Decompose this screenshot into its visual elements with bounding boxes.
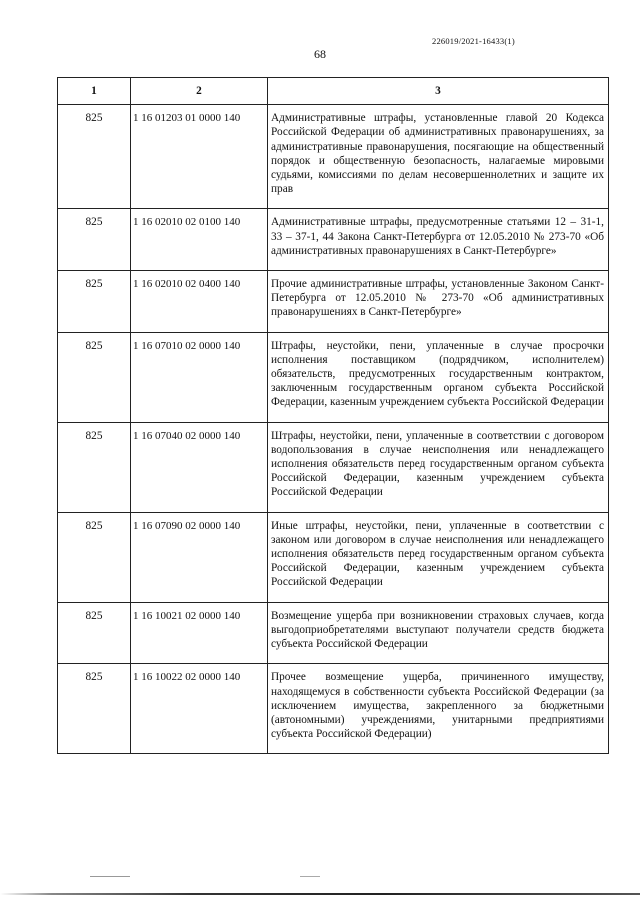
header-col-1: 1 bbox=[58, 78, 131, 105]
table-row bbox=[58, 105, 609, 209]
admin-code-cell: 825 bbox=[58, 422, 131, 512]
description-cell: Штрафы, неустойки, пени, уплаченные в соответствии с договором водопользования в случае неисполнения или ненадлежащего исполнения обязательств перед государственным органом субъекта Российской Федерации, казенным учреждением субъекта Российской Федерации bbox=[268, 422, 609, 512]
admin-code-cell: 825 bbox=[58, 209, 131, 271]
table-row bbox=[58, 602, 609, 664]
revenue-code-cell: 1 16 07090 02 0000 140 bbox=[131, 512, 268, 602]
description-cell: Возмещение ущерба при возникновении страховых случаев, когда выгодоприобретателями выступают получатели средств бюджета субъекта Российской Федерации bbox=[268, 602, 609, 664]
scan-edge-line bbox=[0, 893, 640, 895]
description-cell: Прочее возмещение ущерба, причиненного имуществу, находящемуся в собственности субъекта Российской Федерации (за исключением имущества, закрепленного за бюджетными (автономными) учреждениями, унитарными предприятиями субъекта Российской Федерации) bbox=[268, 664, 609, 754]
table-row bbox=[58, 664, 609, 754]
description-cell: Административные штрафы, предусмотренные статьями 12 – 31-1, 33 – 37-1, 44 Закона Санкт-Петербурга от 12.05.2010 № 273-70 «Об административных правонарушениях в Санкт-Петербурге» bbox=[268, 209, 609, 271]
admin-code-cell: 825 bbox=[58, 602, 131, 664]
header-col-3: 3 bbox=[268, 78, 609, 105]
admin-code-cell: 825 bbox=[58, 105, 131, 209]
admin-code-cell: 825 bbox=[58, 332, 131, 422]
table-header-row bbox=[58, 78, 609, 105]
header-col-2: 2 bbox=[131, 78, 268, 105]
revenue-code-cell: 1 16 01203 01 0000 140 bbox=[131, 105, 268, 209]
revenue-code-cell: 1 16 07010 02 0000 140 bbox=[131, 332, 268, 422]
document-id: 226019/2021-16433(1) bbox=[432, 36, 515, 46]
scan-artifact bbox=[90, 876, 130, 877]
revenue-code-cell: 1 16 02010 02 0400 140 bbox=[131, 271, 268, 333]
revenue-code-cell: 1 16 10022 02 0000 140 bbox=[131, 664, 268, 754]
revenue-codes-table bbox=[57, 77, 609, 754]
scan-artifact bbox=[300, 876, 320, 877]
description-cell: Иные штрафы, неустойки, пени, уплаченные в соответствии с законом или договором в случае неисполнения или ненадлежащего исполнения обязательств перед государственным органом субъекта Российской Федерации, казенным учреждением субъекта Российской Федерации bbox=[268, 512, 609, 602]
admin-code-cell: 825 bbox=[58, 271, 131, 333]
table-row bbox=[58, 512, 609, 602]
description-cell: Штрафы, неустойки, пени, уплаченные в случае просрочки исполнения поставщиком (подрядчиком, исполнителем) обязательств, предусмотренных государственным контрактом, заключенным государственным органом субъекта Российской Федерации, казенным учреждением субъекта Российской Федерации bbox=[268, 332, 609, 422]
revenue-code-cell: 1 16 02010 02 0100 140 bbox=[131, 209, 268, 271]
table-row bbox=[58, 209, 609, 271]
page-number: 68 bbox=[314, 47, 326, 61]
table-row bbox=[58, 422, 609, 512]
revenue-code-cell: 1 16 10021 02 0000 140 bbox=[131, 602, 268, 664]
table-row bbox=[58, 271, 609, 333]
admin-code-cell: 825 bbox=[58, 664, 131, 754]
description-cell: Административные штрафы, установленные главой 20 Кодекса Российской Федерации об административных правонарушениях, за административные правонарушения, посягающие на общественный порядок и общественную безопасность, налагаемые мировыми судьями, комиссиями по делам несовершеннолетних и защите их прав bbox=[268, 105, 609, 209]
description-cell: Прочие административные штрафы, установленные Законом Санкт-Петербурга от 12.05.2010 № 273-70 «Об административных правонарушениях в Санкт-Петербурге» bbox=[268, 271, 609, 333]
admin-code-cell: 825 bbox=[58, 512, 131, 602]
revenue-code-cell: 1 16 07040 02 0000 140 bbox=[131, 422, 268, 512]
table-row bbox=[58, 332, 609, 422]
